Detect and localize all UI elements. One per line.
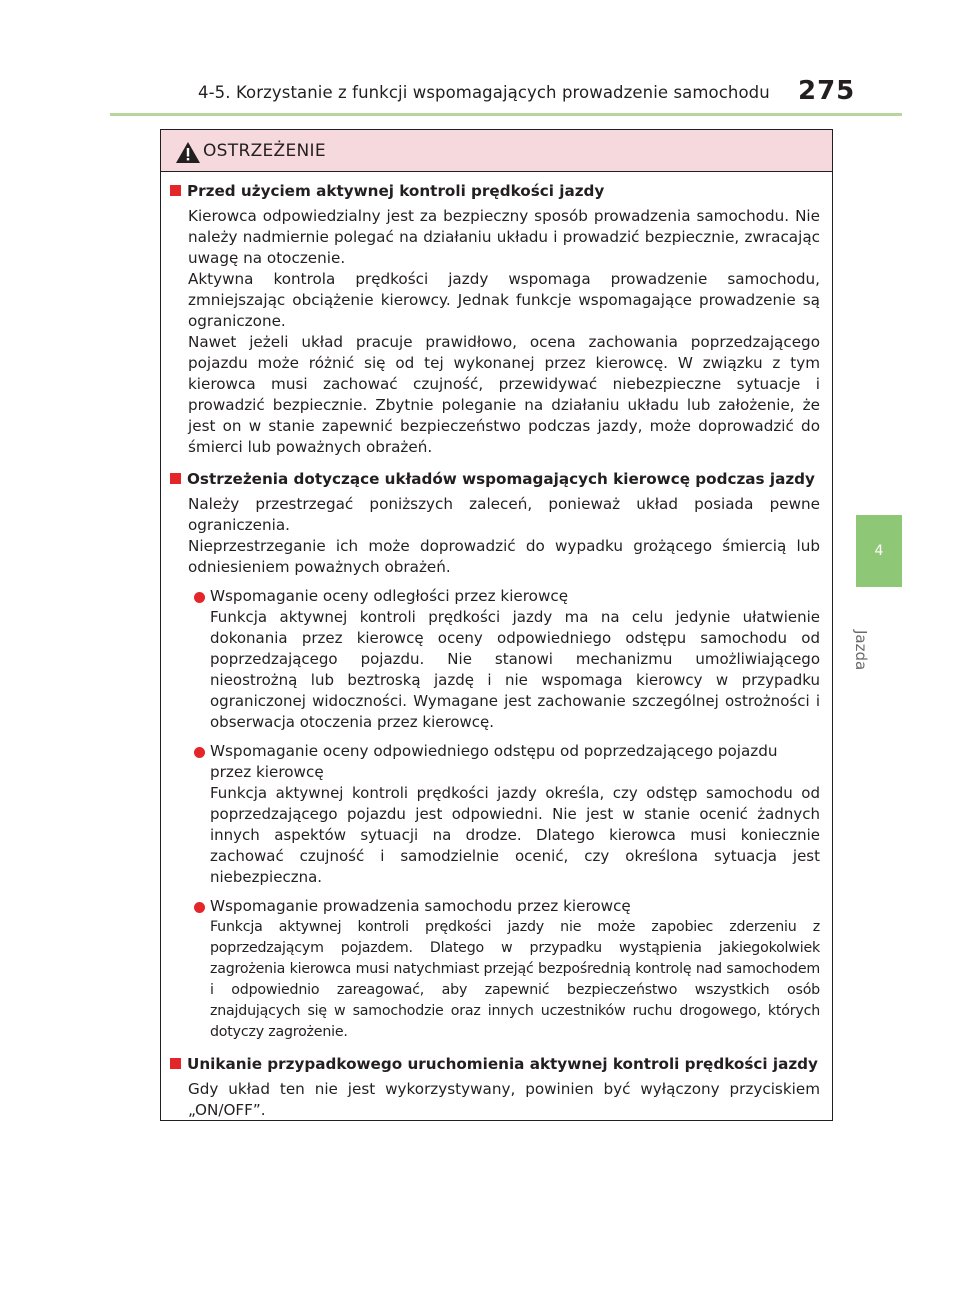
bullet-text: Funkcja aktywnej kontroli prędkości jazdy ma na celu jedynie ułatwienie dokonania przez kierowcę oceny odpowiedniego odstępu samochodu od poprzedzającego pojazdu. Nie stanowi mechanizmu umożliwiającego nieostrożną lub beztroską jazdę i nie wspomaga kierowcy w przypadku ograniczonej widoczności. Wymagane jest zachowanie szczególnej ostrożności i obserwacja otoczenia przez kierowcę. (210, 608, 820, 731)
paragraph: Nieprzestrzeganie ich może doprowadzić do wypadku grożącego śmiercią lub odniesieniem poważnych obrażeń. (188, 537, 820, 576)
chapter-label-text: Jazda (852, 630, 870, 671)
section-before-use (161, 180, 832, 458)
section-title: 4-5. Korzystanie z funkcji wspomagających prowadzenie samochodu (198, 83, 770, 102)
warning-title: OSTRZEŻENIE (203, 141, 326, 161)
round-bullet-icon (194, 747, 205, 758)
chapter-number: 4 (874, 543, 884, 559)
bullet-title: Wspomaganie oceny odpowiedniego odstępu od poprzedzającego pojazdu przez kierowcę (210, 742, 778, 781)
bullet-text: Funkcja aktywnej kontroli prędkości jazdy określa, czy odstęp samochodu od poprzedzającego pojazdu jest odpowiedni. Nie jest w stanie ocenić żadnych innych aspektów sytuacji na drodze. Dlatego kierowca musi koniecznie zachować czujność i samodzielnie ocenić, czy określona sytuacja jest niebezpieczna. (210, 784, 820, 886)
round-bullet-icon (194, 592, 205, 603)
paragraph: Aktywna kontrola prędkości jazdy wspomaga prowadzenie samochodu, zmniejszając obciążenie kierowcy. Jednak funkcje wspomagające prowadzenie są ograniczone. (188, 270, 820, 330)
paragraph: Należy przestrzegać poniższych zaleceń, ponieważ układ posiada pewne ograniczenia. (188, 495, 820, 534)
warning-box (160, 129, 833, 1121)
paragraph: Kierowca odpowiedzialny jest za bezpieczny sposób prowadzenia samochodu. Nie należy nadmiernie polegać na działaniu układu i prowadzić bezpiecznie, zwracając uwagę na otoczenie. (188, 207, 820, 267)
section-heading (161, 1053, 832, 1075)
warning-header (161, 130, 832, 172)
square-bullet-icon (170, 473, 181, 484)
chapter-tab[interactable] (856, 515, 902, 587)
section-accidental-activation (161, 1053, 832, 1121)
section-driver-assist-warnings (161, 468, 832, 1043)
section-heading-text: Przed użyciem aktywnej kontroli prędkości jazdy (187, 182, 605, 200)
list-item (161, 586, 832, 733)
section-heading-text: Unikanie przypadkowego uruchomienia aktywnej kontroli prędkości jazdy (187, 1055, 818, 1073)
paragraph: Nawet jeżeli układ pracuje prawidłowo, ocena zachowania poprzedzającego pojazdu może różnić się od tej wykonanej przez kierowcę. W związku z tym kierowca musi zachować czujność, przewidywać niebezpieczne sytuacje i prowadzić bezpiecznie. Zbytnie poleganie na działaniu układu lub założenie, że jest on w stanie zapewnić bezpieczeństwo podczas jazdy, może doprowadzić do śmierci lub poważnych obrażeń. (188, 333, 820, 456)
page-number: 275 (798, 76, 856, 106)
bullet-text: Funkcja aktywnej kontroli prędkości jazdy nie może zapobiec zderzeniu z poprzedzającym pojazdem. Dlatego w przypadku wystąpienia jakiegokolwiek zagrożenia kierowca musi natychmiast przejąć bezpośrednią kontrolę nad samochodem i odpowiednio zareagować, aby zapewnić bezpieczeństwo wszystkich osób znajdujących się w samochodzie oraz innych uczestników ruchu drogowego, których dotyczy zagrożenie. (210, 919, 820, 1040)
list-item (161, 741, 832, 888)
warning-triangle-icon (175, 141, 201, 164)
section-heading (161, 468, 832, 490)
section-heading-text: Ostrzeżenia dotyczące układów wspomagających kierowcę podczas jazdy (187, 470, 815, 488)
header-rule (110, 113, 902, 116)
bullet-title: Wspomaganie oceny odległości przez kierowcę (210, 587, 569, 605)
square-bullet-icon (170, 185, 181, 196)
chapter-label (852, 590, 902, 671)
bullet-title: Wspomaganie prowadzenia samochodu przez kierowcę (210, 897, 631, 915)
paragraph: Gdy układ ten nie jest wykorzystywany, powinien być wyłączony przyciskiem „ON/OFF”. (188, 1080, 820, 1119)
round-bullet-icon (194, 902, 205, 913)
section-heading (161, 180, 832, 202)
warning-content (161, 180, 832, 1121)
list-item (161, 896, 832, 1043)
square-bullet-icon (170, 1058, 181, 1069)
